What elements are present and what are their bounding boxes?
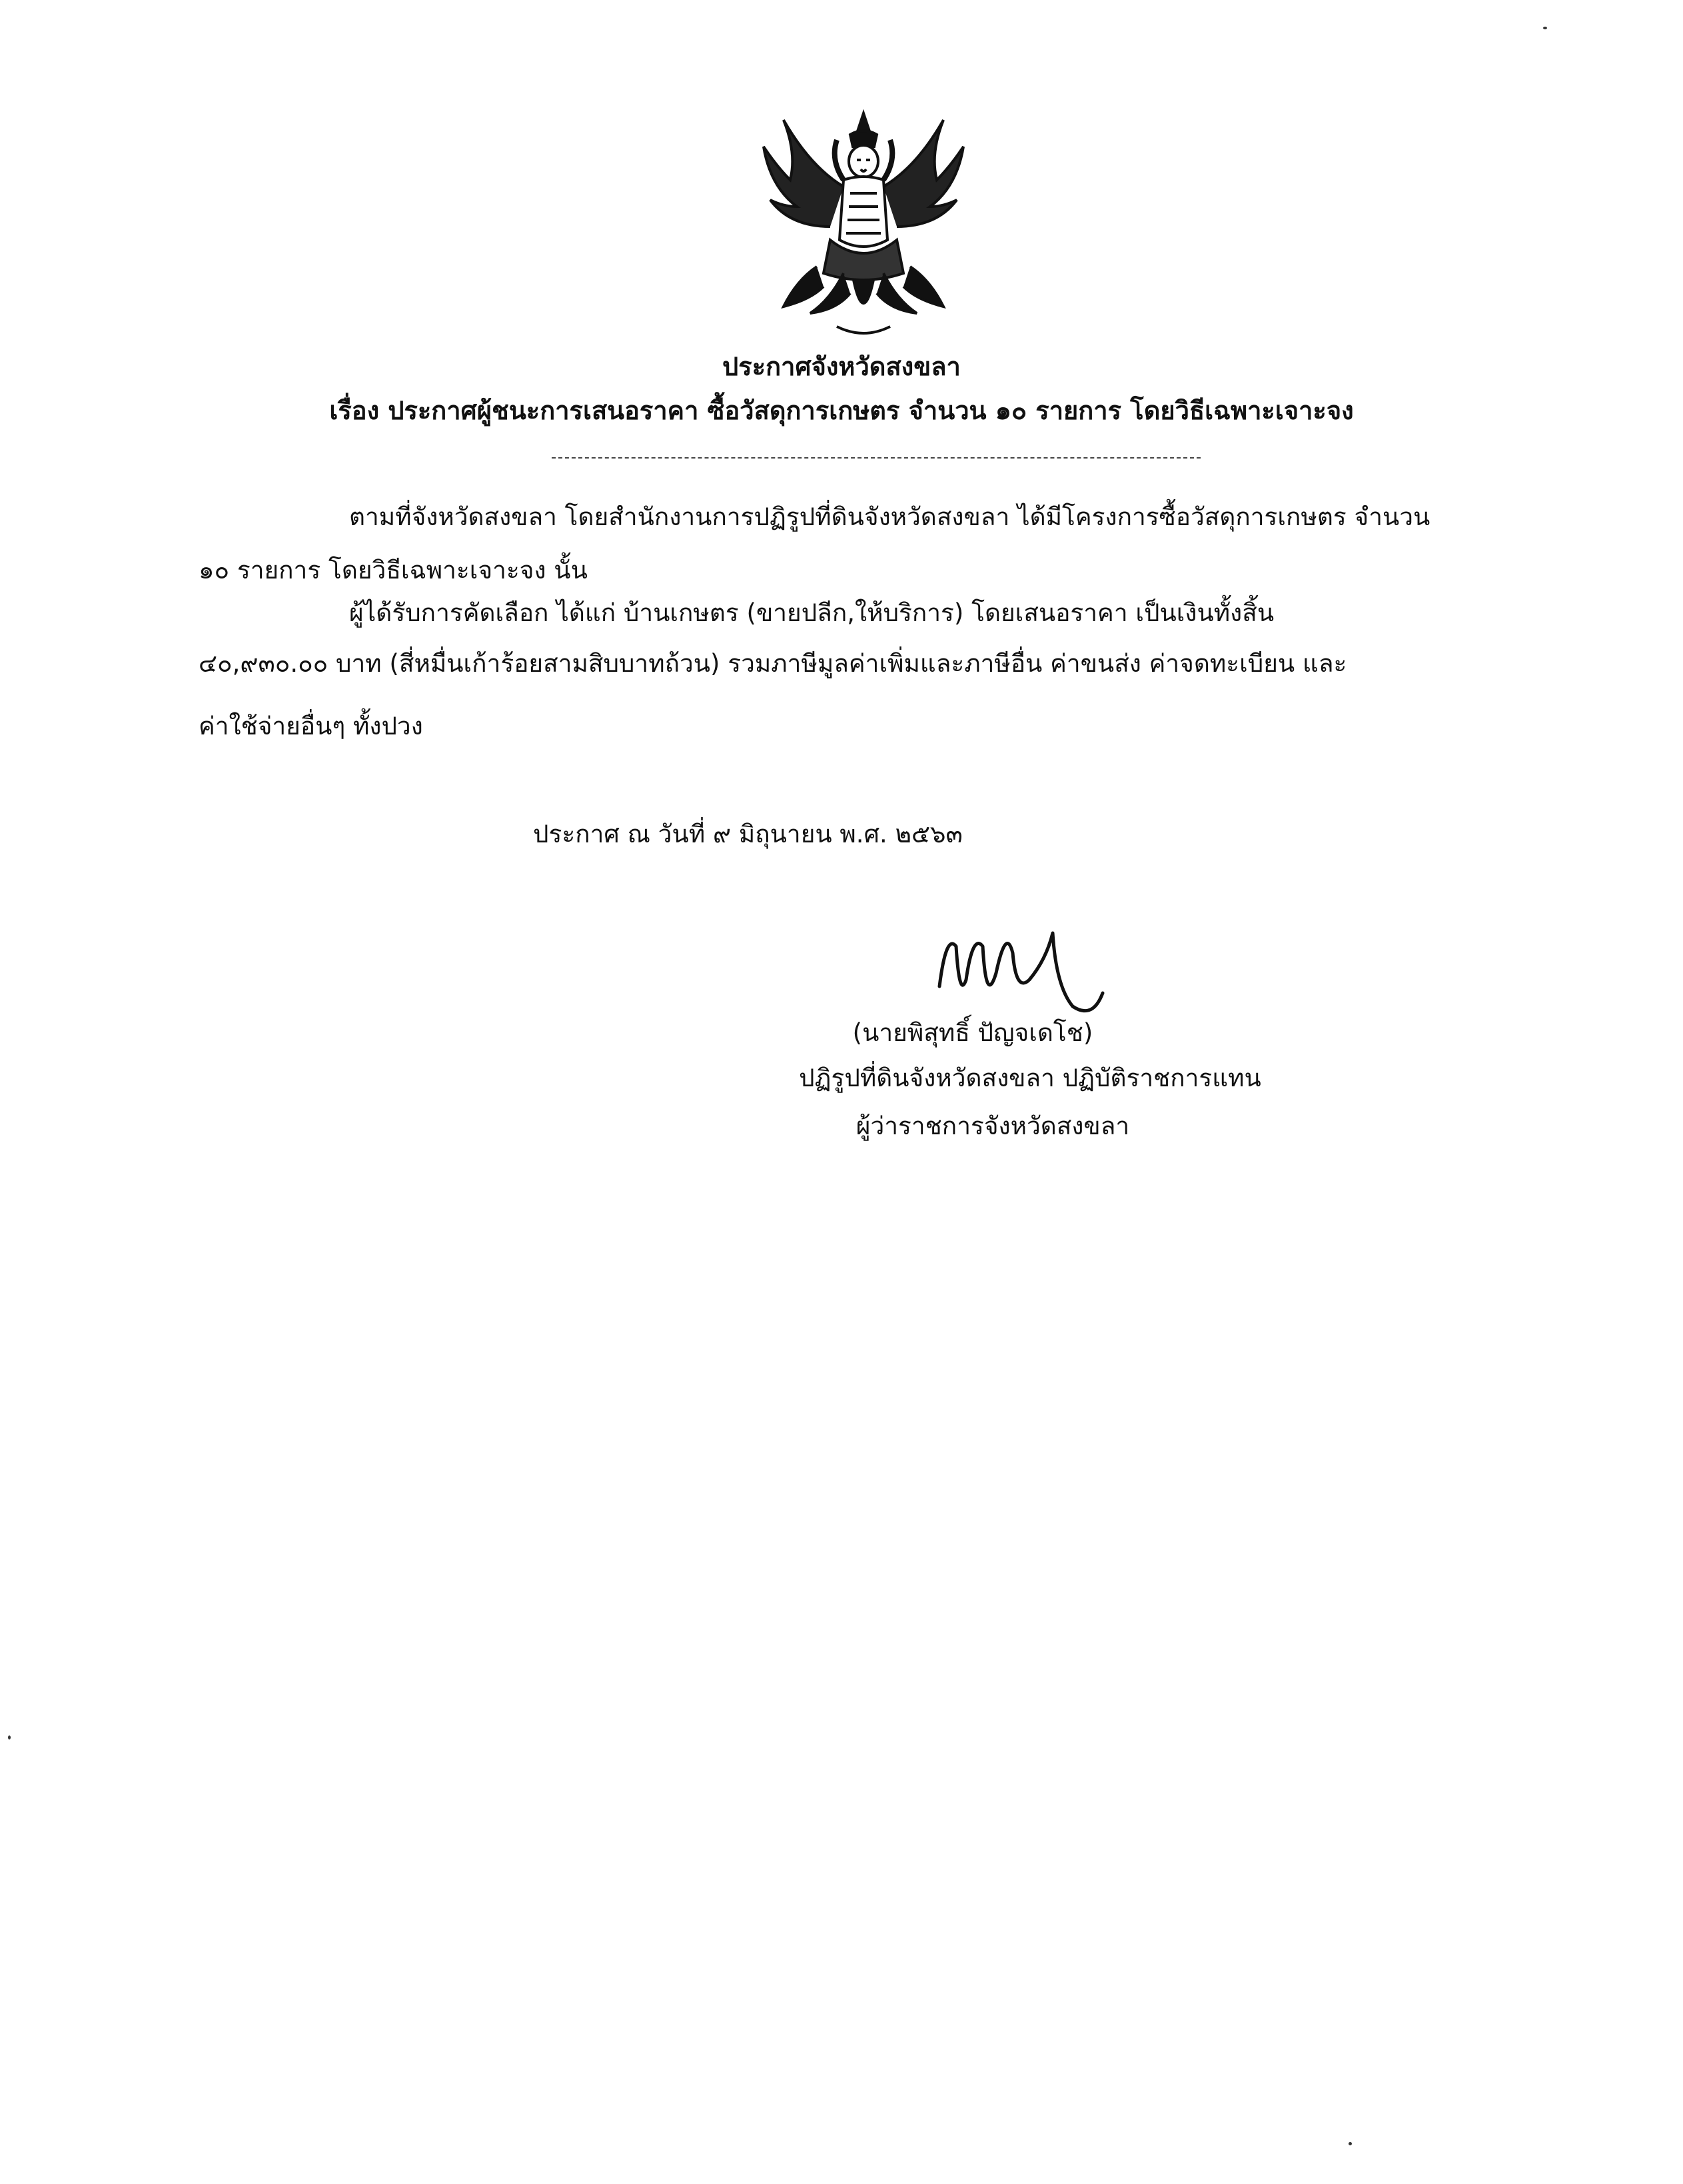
garuda-emblem-icon [757, 107, 970, 347]
document-title: ประกาศจังหวัดสงขลา [722, 352, 961, 381]
body-paragraph-1-line-1: ตามที่จังหวัดสงขลา โดยสำนักงานการปฏิรูปที่ดินจังหวัดสงขลา ได้มีโครงการซื้อวัสดุการเกษตร จำนวน [349, 503, 1430, 531]
scan-speck [1543, 27, 1547, 29]
body-paragraph-1-line-2: ๑๐ รายการ โดยวิธีเฉพาะเจาะจง นั้น [199, 556, 588, 584]
body-paragraph-2-line-2: ๔๐,๙๓๐.๐๐ บาท (สี่หมื่นเก้าร้อยสามสิบบาทถ้วน) รวมภาษีมูลค่าเพิ่มและภาษีอื่น ค่าขนส่ง ค่าจดทะเบียน และ [199, 649, 1347, 678]
scan-speck [1349, 2142, 1352, 2145]
signatory-title: ผู้ว่าราชการจังหวัดสงขลา [855, 1112, 1130, 1140]
scan-speck [8, 1735, 11, 1739]
document-subject: เรื่อง ประกาศผู้ชนะการเสนอราคา ซื้อวัสดุการเกษตร จำนวน ๑๐ รายการ โดยวิธีเฉพาะเจาะจง [329, 396, 1354, 425]
dashed-divider [552, 457, 1201, 459]
body-paragraph-2-line-3: ค่าใช้จ่ายอื่นๆ ทั้งปวง [199, 712, 423, 740]
signatory-name: (นายพิสุทธิ์ ปัญจเดโช) [852, 1018, 1093, 1047]
handwritten-signature [919, 906, 1119, 1026]
body-paragraph-2-line-1: ผู้ได้รับการคัดเลือก ได้แก่ บ้านเกษตร (ขายปลีก,ให้บริการ) โดยเสนอราคา เป็นเงินทั้งสิ้น [349, 598, 1275, 627]
signatory-position: ปฏิรูปที่ดินจังหวัดสงขลา ปฏิบัติราชการแทน [799, 1064, 1261, 1092]
announcement-date: ประกาศ ณ วันที่ ๙ มิถุนายน พ.ศ. ๒๕๖๓ [533, 820, 963, 848]
